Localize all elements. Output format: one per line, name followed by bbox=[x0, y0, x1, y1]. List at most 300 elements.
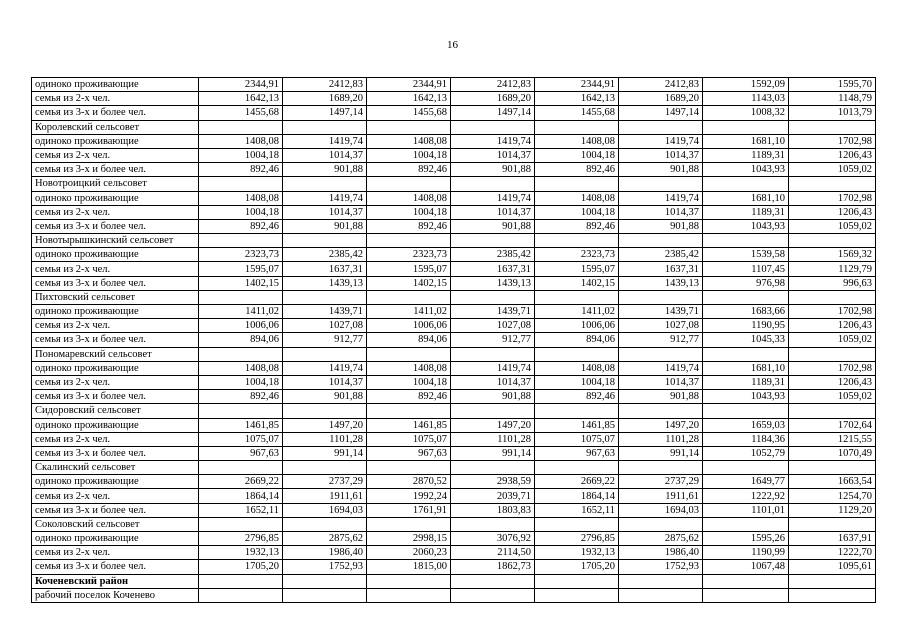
value-cell bbox=[451, 177, 535, 191]
value-cell: 1689,20 bbox=[619, 92, 703, 106]
table-row bbox=[32, 262, 876, 276]
value-cell: 892,46 bbox=[535, 390, 619, 404]
value-cell bbox=[535, 517, 619, 531]
value-cell: 1595,07 bbox=[199, 262, 283, 276]
value-cell: 1439,71 bbox=[283, 305, 367, 319]
value-cell bbox=[789, 574, 876, 588]
table-row bbox=[32, 191, 876, 205]
value-cell: 1004,18 bbox=[199, 148, 283, 162]
row-label: семья из 3-х и более чел. bbox=[32, 446, 199, 460]
table-row bbox=[32, 248, 876, 262]
value-cell: 1862,73 bbox=[451, 560, 535, 574]
value-cell: 1752,93 bbox=[619, 560, 703, 574]
table-row bbox=[32, 503, 876, 517]
value-cell: 894,06 bbox=[199, 333, 283, 347]
value-cell: 912,77 bbox=[619, 333, 703, 347]
settlement-name: Королевский сельсовет bbox=[32, 120, 199, 134]
value-cell: 1652,11 bbox=[535, 503, 619, 517]
value-cell bbox=[283, 588, 367, 602]
value-cell bbox=[619, 574, 703, 588]
value-cell bbox=[367, 404, 451, 418]
value-cell: 991,14 bbox=[451, 446, 535, 460]
table-row bbox=[32, 418, 876, 432]
value-cell bbox=[619, 404, 703, 418]
value-cell: 901,88 bbox=[283, 390, 367, 404]
value-cell: 1004,18 bbox=[367, 375, 451, 389]
value-cell: 1497,14 bbox=[283, 106, 367, 120]
value-cell: 2875,62 bbox=[283, 532, 367, 546]
value-cell bbox=[535, 290, 619, 304]
settlement-name: рабочий поселок Коченево bbox=[32, 588, 199, 602]
value-cell: 1439,13 bbox=[619, 276, 703, 290]
value-cell: 1419,74 bbox=[283, 134, 367, 148]
value-cell: 967,63 bbox=[199, 446, 283, 460]
value-cell bbox=[451, 517, 535, 531]
value-cell: 1190,95 bbox=[703, 319, 789, 333]
table-row bbox=[32, 446, 876, 460]
value-cell: 901,88 bbox=[451, 219, 535, 233]
row-label: семья из 2-х чел. bbox=[32, 319, 199, 333]
value-cell: 1461,85 bbox=[367, 418, 451, 432]
value-cell bbox=[367, 574, 451, 588]
value-cell: 2870,52 bbox=[367, 475, 451, 489]
value-cell: 976,98 bbox=[703, 276, 789, 290]
value-cell: 1189,31 bbox=[703, 148, 789, 162]
value-cell: 1206,43 bbox=[789, 375, 876, 389]
value-cell: 892,46 bbox=[199, 163, 283, 177]
value-cell bbox=[283, 120, 367, 134]
value-cell: 1694,03 bbox=[619, 503, 703, 517]
value-cell: 1107,45 bbox=[703, 262, 789, 276]
value-cell: 1006,06 bbox=[367, 319, 451, 333]
value-cell bbox=[789, 290, 876, 304]
row-label: семья из 3-х и более чел. bbox=[32, 560, 199, 574]
value-cell bbox=[367, 120, 451, 134]
value-cell: 2938,59 bbox=[451, 475, 535, 489]
value-cell: 1439,71 bbox=[619, 305, 703, 319]
value-cell bbox=[703, 588, 789, 602]
value-cell: 892,46 bbox=[199, 390, 283, 404]
value-cell: 1043,93 bbox=[703, 163, 789, 177]
value-cell bbox=[789, 234, 876, 248]
value-cell: 1408,08 bbox=[535, 361, 619, 375]
value-cell: 1008,32 bbox=[703, 106, 789, 120]
value-cell: 912,77 bbox=[451, 333, 535, 347]
value-cell: 1497,20 bbox=[619, 418, 703, 432]
value-cell: 1411,02 bbox=[199, 305, 283, 319]
value-cell: 2344,91 bbox=[199, 78, 283, 92]
value-cell: 1702,98 bbox=[789, 361, 876, 375]
table-row bbox=[32, 489, 876, 503]
value-cell: 1455,68 bbox=[367, 106, 451, 120]
value-cell: 1101,28 bbox=[619, 432, 703, 446]
row-label: семья из 2-х чел. bbox=[32, 262, 199, 276]
value-cell: 1101,28 bbox=[451, 432, 535, 446]
row-label: семья из 2-х чел. bbox=[32, 432, 199, 446]
section-header-row bbox=[32, 461, 876, 475]
settlement-name: Пихтовский сельсовет bbox=[32, 290, 199, 304]
table-row bbox=[32, 475, 876, 489]
value-cell bbox=[451, 290, 535, 304]
value-cell bbox=[199, 588, 283, 602]
table-row bbox=[32, 163, 876, 177]
value-cell: 1206,43 bbox=[789, 319, 876, 333]
value-cell: 2875,62 bbox=[619, 532, 703, 546]
table-row bbox=[32, 319, 876, 333]
value-cell: 991,14 bbox=[619, 446, 703, 460]
row-label: одиноко проживающие bbox=[32, 191, 199, 205]
table-row bbox=[32, 78, 876, 92]
district-header-row bbox=[32, 574, 876, 588]
row-label: семья из 2-х чел. bbox=[32, 92, 199, 106]
value-cell: 2344,91 bbox=[535, 78, 619, 92]
value-cell bbox=[367, 461, 451, 475]
value-cell: 1642,13 bbox=[535, 92, 619, 106]
value-cell: 1642,13 bbox=[367, 92, 451, 106]
value-cell: 1014,37 bbox=[283, 148, 367, 162]
row-label: одиноко проживающие bbox=[32, 305, 199, 319]
value-cell: 1932,13 bbox=[535, 546, 619, 560]
table-row bbox=[32, 546, 876, 560]
value-cell: 1419,74 bbox=[283, 191, 367, 205]
value-cell: 967,63 bbox=[535, 446, 619, 460]
tariff-table bbox=[31, 77, 876, 603]
value-cell: 967,63 bbox=[367, 446, 451, 460]
value-cell: 1705,20 bbox=[199, 560, 283, 574]
value-cell: 1254,70 bbox=[789, 489, 876, 503]
row-label: семья из 3-х и более чел. bbox=[32, 276, 199, 290]
value-cell: 1052,79 bbox=[703, 446, 789, 460]
value-cell: 2385,42 bbox=[283, 248, 367, 262]
value-cell bbox=[703, 347, 789, 361]
value-cell: 1206,43 bbox=[789, 148, 876, 162]
value-cell bbox=[535, 177, 619, 191]
row-label: одиноко проживающие bbox=[32, 475, 199, 489]
value-cell: 1402,15 bbox=[199, 276, 283, 290]
value-cell: 1652,11 bbox=[199, 503, 283, 517]
value-cell: 1752,93 bbox=[283, 560, 367, 574]
value-cell: 892,46 bbox=[367, 219, 451, 233]
value-cell bbox=[535, 120, 619, 134]
value-cell: 1004,18 bbox=[535, 375, 619, 389]
row-label: одиноко проживающие bbox=[32, 134, 199, 148]
value-cell: 1637,91 bbox=[789, 532, 876, 546]
value-cell bbox=[703, 234, 789, 248]
table-row bbox=[32, 361, 876, 375]
value-cell: 2412,83 bbox=[451, 78, 535, 92]
value-cell: 1013,79 bbox=[789, 106, 876, 120]
value-cell: 912,77 bbox=[283, 333, 367, 347]
value-cell bbox=[619, 234, 703, 248]
value-cell bbox=[283, 404, 367, 418]
value-cell: 1815,00 bbox=[367, 560, 451, 574]
value-cell: 1419,74 bbox=[619, 134, 703, 148]
value-cell bbox=[283, 234, 367, 248]
value-cell: 1439,13 bbox=[283, 276, 367, 290]
value-cell: 1190,99 bbox=[703, 546, 789, 560]
value-cell bbox=[283, 517, 367, 531]
value-cell: 1006,06 bbox=[535, 319, 619, 333]
value-cell: 1408,08 bbox=[199, 361, 283, 375]
section-header-row bbox=[32, 404, 876, 418]
value-cell bbox=[535, 347, 619, 361]
value-cell: 1864,14 bbox=[535, 489, 619, 503]
value-cell bbox=[367, 290, 451, 304]
value-cell bbox=[199, 404, 283, 418]
value-cell: 1592,09 bbox=[703, 78, 789, 92]
value-cell: 1803,83 bbox=[451, 503, 535, 517]
value-cell: 2796,85 bbox=[535, 532, 619, 546]
value-cell: 2737,29 bbox=[619, 475, 703, 489]
value-cell: 1095,61 bbox=[789, 560, 876, 574]
value-cell bbox=[703, 574, 789, 588]
value-cell: 901,88 bbox=[619, 219, 703, 233]
table-row bbox=[32, 148, 876, 162]
value-cell: 1014,37 bbox=[283, 205, 367, 219]
value-cell: 901,88 bbox=[283, 219, 367, 233]
value-cell: 1408,08 bbox=[535, 134, 619, 148]
table-row bbox=[32, 333, 876, 347]
value-cell bbox=[451, 461, 535, 475]
row-label: одиноко проживающие bbox=[32, 361, 199, 375]
value-cell: 1129,79 bbox=[789, 262, 876, 276]
section-header-row bbox=[32, 290, 876, 304]
value-cell: 1595,07 bbox=[367, 262, 451, 276]
value-cell: 1129,20 bbox=[789, 503, 876, 517]
value-cell: 1683,66 bbox=[703, 305, 789, 319]
value-cell bbox=[789, 517, 876, 531]
value-cell: 901,88 bbox=[451, 390, 535, 404]
value-cell: 1439,71 bbox=[451, 305, 535, 319]
value-cell bbox=[703, 404, 789, 418]
value-cell: 1059,02 bbox=[789, 333, 876, 347]
value-cell: 1461,85 bbox=[199, 418, 283, 432]
value-cell bbox=[703, 517, 789, 531]
value-cell: 1911,61 bbox=[283, 489, 367, 503]
value-cell: 2796,85 bbox=[199, 532, 283, 546]
row-label: семья из 2-х чел. bbox=[32, 205, 199, 219]
value-cell: 1986,40 bbox=[619, 546, 703, 560]
value-cell bbox=[283, 461, 367, 475]
value-cell: 1045,33 bbox=[703, 333, 789, 347]
value-cell bbox=[619, 461, 703, 475]
table-row bbox=[32, 205, 876, 219]
value-cell: 892,46 bbox=[535, 163, 619, 177]
row-label: одиноко проживающие bbox=[32, 418, 199, 432]
settlement-name: Сидоровский сельсовет bbox=[32, 404, 199, 418]
value-cell bbox=[789, 461, 876, 475]
value-cell bbox=[535, 234, 619, 248]
value-cell bbox=[535, 404, 619, 418]
value-cell: 1059,02 bbox=[789, 219, 876, 233]
value-cell: 1419,74 bbox=[451, 191, 535, 205]
value-cell: 894,06 bbox=[535, 333, 619, 347]
value-cell: 2412,83 bbox=[283, 78, 367, 92]
value-cell: 1408,08 bbox=[535, 191, 619, 205]
value-cell: 1004,18 bbox=[535, 205, 619, 219]
table-row bbox=[32, 276, 876, 290]
value-cell: 1059,02 bbox=[789, 163, 876, 177]
value-cell: 1402,15 bbox=[535, 276, 619, 290]
value-cell: 1004,18 bbox=[199, 375, 283, 389]
value-cell: 1705,20 bbox=[535, 560, 619, 574]
value-cell: 892,46 bbox=[367, 163, 451, 177]
table-body bbox=[32, 78, 876, 603]
value-cell: 892,46 bbox=[367, 390, 451, 404]
value-cell bbox=[789, 404, 876, 418]
value-cell: 1059,02 bbox=[789, 390, 876, 404]
row-label: семья из 3-х и более чел. bbox=[32, 163, 199, 177]
value-cell bbox=[199, 177, 283, 191]
value-cell: 1694,03 bbox=[283, 503, 367, 517]
value-cell bbox=[451, 347, 535, 361]
value-cell: 1689,20 bbox=[451, 92, 535, 106]
value-cell: 1411,02 bbox=[535, 305, 619, 319]
value-cell: 1663,54 bbox=[789, 475, 876, 489]
value-cell: 1004,18 bbox=[367, 148, 451, 162]
value-cell bbox=[619, 347, 703, 361]
value-cell: 1681,10 bbox=[703, 134, 789, 148]
value-cell: 1595,26 bbox=[703, 532, 789, 546]
value-cell bbox=[703, 120, 789, 134]
value-cell: 1067,48 bbox=[703, 560, 789, 574]
value-cell: 1014,37 bbox=[619, 375, 703, 389]
value-cell: 1014,37 bbox=[283, 375, 367, 389]
value-cell bbox=[199, 574, 283, 588]
value-cell bbox=[283, 290, 367, 304]
value-cell: 1497,14 bbox=[619, 106, 703, 120]
value-cell: 1497,20 bbox=[283, 418, 367, 432]
value-cell: 2669,22 bbox=[199, 475, 283, 489]
value-cell bbox=[199, 517, 283, 531]
value-cell: 1864,14 bbox=[199, 489, 283, 503]
row-label: семья из 2-х чел. bbox=[32, 375, 199, 389]
value-cell: 1189,31 bbox=[703, 205, 789, 219]
value-cell bbox=[451, 120, 535, 134]
value-cell bbox=[535, 588, 619, 602]
value-cell: 1702,98 bbox=[789, 191, 876, 205]
value-cell bbox=[535, 461, 619, 475]
value-cell: 1419,74 bbox=[451, 361, 535, 375]
value-cell: 1215,55 bbox=[789, 432, 876, 446]
value-cell bbox=[367, 347, 451, 361]
value-cell: 1014,37 bbox=[451, 205, 535, 219]
value-cell: 901,88 bbox=[619, 163, 703, 177]
district-name: Коченевский район bbox=[32, 574, 199, 588]
value-cell: 1702,98 bbox=[789, 134, 876, 148]
value-cell: 996,63 bbox=[789, 276, 876, 290]
value-cell bbox=[199, 461, 283, 475]
value-cell bbox=[703, 290, 789, 304]
value-cell: 2737,29 bbox=[283, 475, 367, 489]
value-cell: 991,14 bbox=[283, 446, 367, 460]
row-label: одиноко проживающие bbox=[32, 248, 199, 262]
value-cell: 1595,07 bbox=[535, 262, 619, 276]
value-cell bbox=[199, 290, 283, 304]
row-label: семья из 2-х чел. bbox=[32, 148, 199, 162]
value-cell bbox=[789, 347, 876, 361]
value-cell bbox=[619, 517, 703, 531]
value-cell: 2114,50 bbox=[451, 546, 535, 560]
row-label: семья из 3-х и более чел. bbox=[32, 106, 199, 120]
value-cell: 1986,40 bbox=[283, 546, 367, 560]
value-cell: 1143,03 bbox=[703, 92, 789, 106]
value-cell: 1014,37 bbox=[451, 148, 535, 162]
value-cell: 2385,42 bbox=[451, 248, 535, 262]
value-cell bbox=[619, 588, 703, 602]
value-cell: 1408,08 bbox=[199, 191, 283, 205]
value-cell: 1402,15 bbox=[367, 276, 451, 290]
value-cell: 1014,37 bbox=[619, 148, 703, 162]
value-cell bbox=[451, 404, 535, 418]
value-cell: 901,88 bbox=[451, 163, 535, 177]
section-header-row bbox=[32, 347, 876, 361]
table-row bbox=[32, 106, 876, 120]
row-label: семья из 2-х чел. bbox=[32, 546, 199, 560]
settlement-name: Скалинский сельсовет bbox=[32, 461, 199, 475]
value-cell: 1992,24 bbox=[367, 489, 451, 503]
value-cell: 1595,70 bbox=[789, 78, 876, 92]
value-cell: 1637,31 bbox=[451, 262, 535, 276]
settlement-name: Новотроицкий сельсовет bbox=[32, 177, 199, 191]
table-row bbox=[32, 560, 876, 574]
value-cell bbox=[789, 177, 876, 191]
settlement-name: Соколовский сельсовет bbox=[32, 517, 199, 531]
value-cell: 2323,73 bbox=[535, 248, 619, 262]
value-cell: 1455,68 bbox=[199, 106, 283, 120]
value-cell: 1075,07 bbox=[535, 432, 619, 446]
value-cell: 1043,93 bbox=[703, 390, 789, 404]
table-row bbox=[32, 134, 876, 148]
value-cell bbox=[703, 461, 789, 475]
section-header-row bbox=[32, 234, 876, 248]
settlement-name: Пономаревский сельсовет bbox=[32, 347, 199, 361]
value-cell: 1101,28 bbox=[283, 432, 367, 446]
table-row bbox=[32, 375, 876, 389]
value-cell: 1004,18 bbox=[199, 205, 283, 219]
value-cell: 1419,74 bbox=[283, 361, 367, 375]
table-row bbox=[32, 532, 876, 546]
value-cell: 1419,74 bbox=[619, 361, 703, 375]
value-cell: 1419,74 bbox=[619, 191, 703, 205]
value-cell: 1932,13 bbox=[199, 546, 283, 560]
value-cell: 1411,02 bbox=[367, 305, 451, 319]
value-cell: 1461,85 bbox=[535, 418, 619, 432]
value-cell: 1408,08 bbox=[367, 191, 451, 205]
value-cell: 2039,71 bbox=[451, 489, 535, 503]
section-header-row bbox=[32, 177, 876, 191]
row-label: семья из 2-х чел. bbox=[32, 489, 199, 503]
value-cell: 2998,15 bbox=[367, 532, 451, 546]
value-cell: 1206,43 bbox=[789, 205, 876, 219]
value-cell bbox=[199, 120, 283, 134]
table-row bbox=[32, 390, 876, 404]
value-cell bbox=[283, 574, 367, 588]
value-cell: 1070,49 bbox=[789, 446, 876, 460]
value-cell: 901,88 bbox=[619, 390, 703, 404]
table-row bbox=[32, 219, 876, 233]
value-cell: 1189,31 bbox=[703, 375, 789, 389]
value-cell: 1637,31 bbox=[619, 262, 703, 276]
value-cell: 1761,91 bbox=[367, 503, 451, 517]
value-cell: 1004,18 bbox=[535, 148, 619, 162]
value-cell: 1014,37 bbox=[451, 375, 535, 389]
row-label: одиноко проживающие bbox=[32, 532, 199, 546]
value-cell: 2385,42 bbox=[619, 248, 703, 262]
value-cell bbox=[283, 177, 367, 191]
value-cell: 2323,73 bbox=[199, 248, 283, 262]
value-cell: 2412,83 bbox=[619, 78, 703, 92]
